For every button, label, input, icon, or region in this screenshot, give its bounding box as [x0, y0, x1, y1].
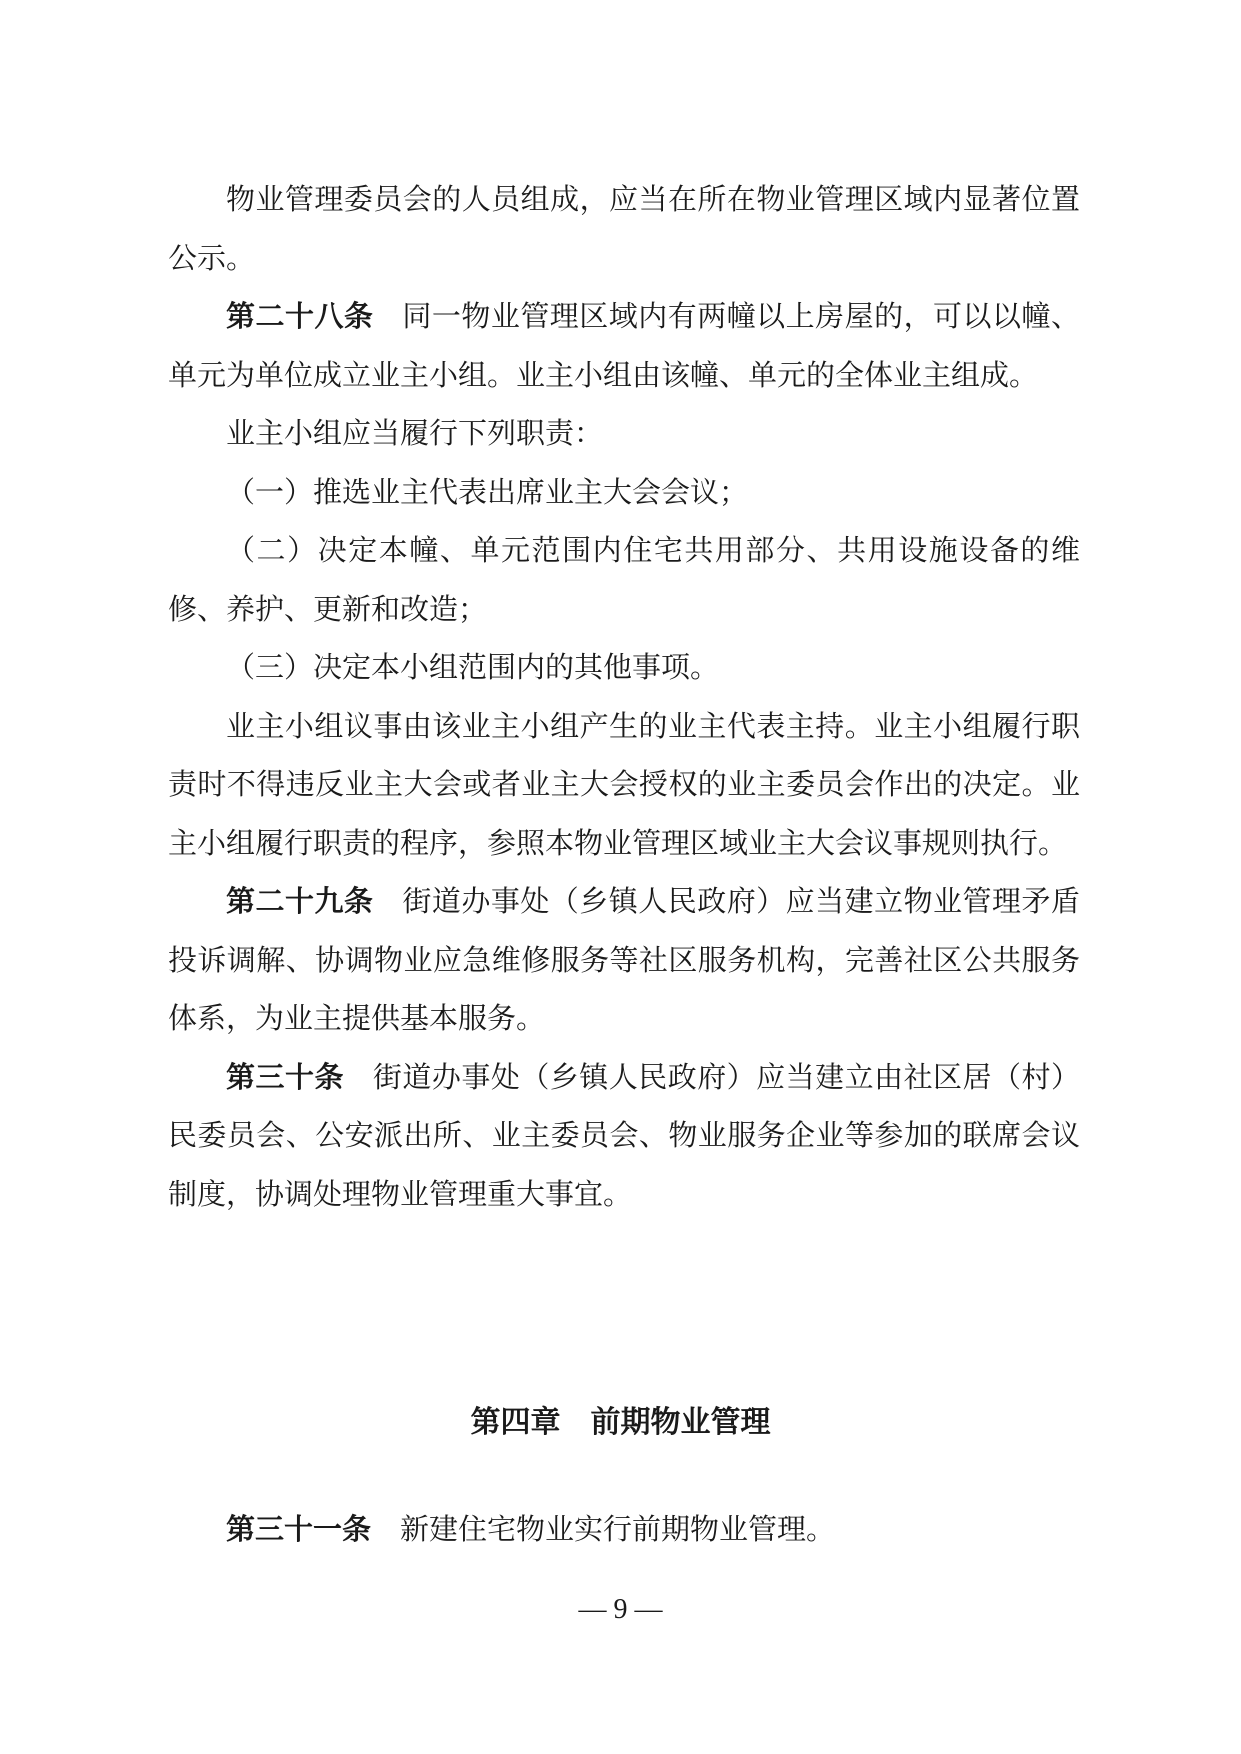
paragraph	[168, 404, 1080, 463]
paragraph-text: 业主小组议事由该业主小组产生的业主代表主持。业主小组履行职责时不得违反业主大会或者业主大会授权的业主委员会作出的决定。业主小组履行职责的程序，参照本物业管理区域业主大会议事规则执行。	[168, 708, 1080, 860]
paragraph-text: 街道办事处（乡镇人民政府）应当建立物业管理矛盾投诉调解、协调物业应急维修服务等社区服务机构，完善社区公共服务体系，为业主提供基本服务。	[168, 884, 1080, 1035]
paragraph-text: （三）决定本小组范围内的其他事项。	[226, 650, 720, 684]
list-item	[168, 463, 1080, 522]
paragraph	[168, 697, 1080, 873]
article-28	[168, 287, 1080, 404]
page-number: — 9 —	[578, 1594, 663, 1625]
chapter-title: 前期物业管理	[590, 1405, 771, 1440]
paragraph-text: 物业管理委员会的人员组成，应当在所在物业管理区域内显著位置公示。	[168, 182, 1080, 275]
chapter-heading	[0, 1398, 1241, 1448]
paragraph-text: 同一物业管理区域内有两幢以上房屋的，可以以幢、单元为单位成立业主小组。业主小组由该幢、单元的全体业主组成。	[168, 299, 1080, 392]
list-item	[168, 521, 1080, 638]
paragraph-text: （二）决定本幢、单元范围内住宅共用部分、共用设施设备的维修、养护、更新和改造；	[168, 533, 1080, 626]
paragraph-text: 业主小组应当履行下列职责：	[226, 416, 604, 450]
body-text-bottom	[168, 1500, 1080, 1559]
paragraph	[168, 170, 1080, 287]
article-heading: 第二十八条	[226, 299, 374, 333]
article-heading: 第二十九条	[226, 884, 374, 918]
paragraph-text: 街道办事处（乡镇人民政府）应当建立由社区居（村）民委员会、公安派出所、业主委员会、物业服务企业等参加的联席会议制度，协调处理物业管理重大事宜。	[168, 1059, 1080, 1211]
chapter-number: 第四章	[470, 1405, 561, 1440]
article-heading: 第三十一条	[226, 1512, 372, 1546]
body-text-top	[168, 170, 1080, 1223]
list-item	[168, 638, 1080, 697]
article-heading: 第三十条	[226, 1059, 344, 1094]
article-30	[168, 1048, 1080, 1224]
article-31	[168, 1500, 1080, 1559]
article-29	[168, 872, 1080, 1048]
paragraph-text: （一）推选业主代表出席业主大会会议；	[226, 474, 749, 509]
paragraph-text: 新建住宅物业实行前期物业管理。	[400, 1512, 836, 1546]
